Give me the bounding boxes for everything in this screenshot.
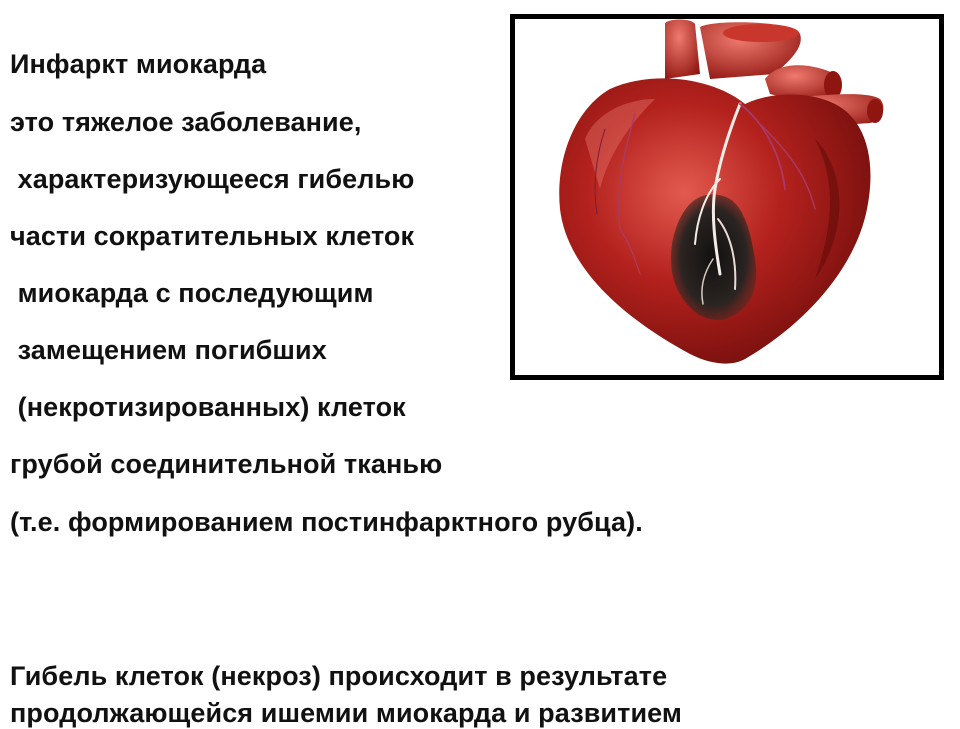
bottom-line-2: продолжающейся ишемии миокарда и развитием xyxy=(10,698,682,728)
text-line-1: Инфаркт миокарда xyxy=(10,49,267,79)
text-line-5: миокарда с последующим xyxy=(10,278,374,308)
text-line-3: характеризующееся гибелью xyxy=(10,164,415,194)
text-line-8: грубой соединительной тканью xyxy=(10,449,443,479)
text-line-7: (некротизированных) клеток xyxy=(10,392,406,422)
text-line-9: (т.е. формированием постинфарктного рубца). xyxy=(10,507,643,537)
bottom-line-1: Гибель клеток (некроз) происходит в результате xyxy=(10,661,668,691)
text-line-6: замещением погибших xyxy=(10,335,327,365)
text-line-2: это тяжелое заболевание, xyxy=(10,107,362,137)
heart-infarction-icon xyxy=(515,19,939,375)
heart-figure-frame xyxy=(510,14,944,380)
text-line-4: части сократительных клеток xyxy=(10,221,415,251)
